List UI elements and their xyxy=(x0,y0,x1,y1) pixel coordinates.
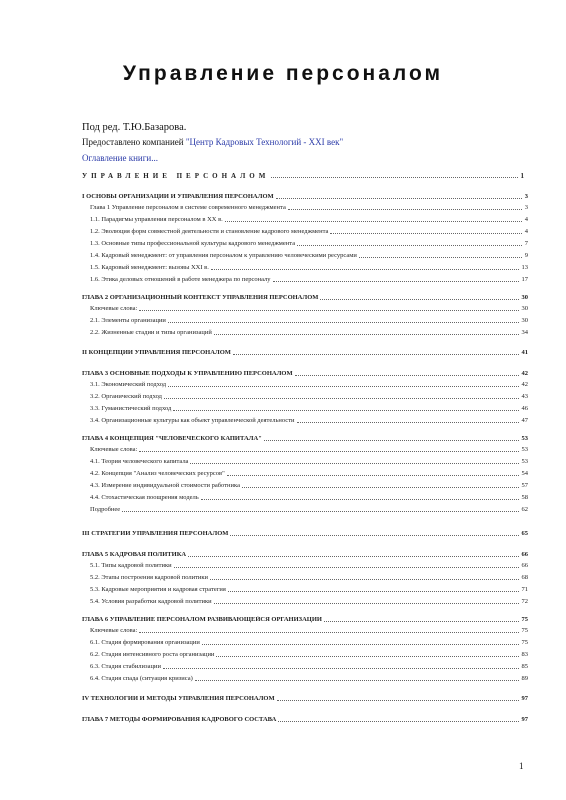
toc-subentry[interactable] xyxy=(82,317,528,325)
toc-entry-title: Ключевые слова: xyxy=(90,627,138,634)
toc-entry[interactable] xyxy=(82,435,528,443)
toc-spacer xyxy=(82,706,528,716)
toc-entry-page: 54 xyxy=(521,470,528,477)
toc-subentry[interactable] xyxy=(82,405,528,413)
toc-subentry[interactable] xyxy=(82,482,528,490)
toc-leader xyxy=(216,656,518,657)
toc-leader xyxy=(211,269,519,270)
toc-subentry[interactable] xyxy=(82,216,528,224)
toc-subentry[interactable] xyxy=(82,204,528,212)
toc-entry-page: 89 xyxy=(521,675,528,682)
toc-entry-page: 85 xyxy=(521,663,528,670)
toc-subentry[interactable] xyxy=(82,329,528,337)
toc-leader xyxy=(227,475,519,476)
toc-subentry[interactable] xyxy=(82,675,528,683)
toc-leader xyxy=(324,621,519,622)
toc-subentry[interactable] xyxy=(82,228,528,236)
toc-entry-page: 3 xyxy=(524,193,528,200)
toc-leader xyxy=(225,221,522,222)
provided-by-line xyxy=(82,137,343,147)
toc-entry-page: 83 xyxy=(521,651,528,658)
toc-entry-page: 66 xyxy=(521,551,528,558)
toc-entry-page: 13 xyxy=(521,264,528,271)
toc-subentry[interactable] xyxy=(82,663,528,671)
toc-entry-title: 6.2. Стадия интенсивного роста организации xyxy=(90,651,215,658)
toc-leader xyxy=(122,511,518,512)
toc-entry-page: 42 xyxy=(521,381,528,388)
toc-entry-page: 75 xyxy=(521,639,528,646)
toc-entry-page: 47 xyxy=(521,417,528,424)
toc-entry-title: ГЛАВА 3 ОСНОВНЫЕ ПОДХОДЫ К УПРАВЛЕНИЮ ПЕРСОНАЛОМ xyxy=(82,370,293,377)
toc-entry-page: 3 xyxy=(524,204,528,211)
toc-entry-title: 1.2. Эволюция форм совместной деятельности и становление кадрового менеджмента xyxy=(90,228,329,235)
toc-entry-page: 97 xyxy=(521,716,528,723)
toc-entry-page: 75 xyxy=(521,627,528,634)
toc-entry-page: 53 xyxy=(521,458,528,465)
toc-subentry[interactable] xyxy=(82,639,528,647)
toc-leader xyxy=(201,499,519,500)
toc-leader xyxy=(295,375,519,376)
toc-subentry[interactable] xyxy=(82,417,528,425)
toc-subentry[interactable] xyxy=(82,574,528,582)
toc-entry-page: 66 xyxy=(521,562,528,569)
toc-subentry[interactable] xyxy=(82,562,528,570)
toc-entry-title: Подробнее xyxy=(90,506,121,513)
toc-entry-page: 34 xyxy=(521,329,528,336)
toc-leader xyxy=(173,410,518,411)
toc-entry-title: 2.2. Жизненные стадии и типы организаций xyxy=(90,329,212,336)
toc-entry-page: 9 xyxy=(524,252,528,259)
toc-leader xyxy=(195,680,519,681)
toc-entry-title: ГЛАВА 7 МЕТОДЫ ФОРМИРОВАНИЯ КАДРОВОГО СОСТАВА xyxy=(82,716,277,723)
toc-entry-page: 17 xyxy=(521,276,528,283)
toc-entry[interactable] xyxy=(82,530,528,538)
toc-subentry[interactable] xyxy=(82,393,528,401)
toc-entry-title: 4.4. Стохастическая поощрения модель xyxy=(90,494,199,501)
toc-spacer xyxy=(82,687,528,695)
toc-entry-title: III СТРАТЕГИИ УПРАВЛЕНИЯ ПЕРСОНАЛОМ xyxy=(82,530,229,537)
table-of-contents xyxy=(82,172,528,727)
toc-entry-page: 75 xyxy=(521,616,528,623)
toc-subentry[interactable] xyxy=(82,240,528,248)
toc-entry-page: 1 xyxy=(520,172,528,180)
toc-entry-page: 41 xyxy=(521,349,528,356)
toc-leader xyxy=(320,299,518,300)
toc-entry-page: 57 xyxy=(521,482,528,489)
toc-entry-page: 43 xyxy=(521,393,528,400)
toc-subentry[interactable] xyxy=(82,651,528,659)
toc-subentry[interactable] xyxy=(82,446,528,454)
toc-entry[interactable] xyxy=(82,616,528,624)
toc-entry-title: 5.3. Кадровые мероприятия и кадровая стратегия xyxy=(90,586,226,593)
toc-leader xyxy=(188,556,518,557)
toc-entry-title: IV ТЕХНОЛОГИИ И МЕТОДЫ УПРАВЛЕНИЯ ПЕРСОНАЛОМ xyxy=(82,695,275,702)
toc-leader xyxy=(271,177,517,178)
toc-entry-page: 46 xyxy=(521,405,528,412)
toc-entry-title: II КОНЦЕПЦИИ УПРАВЛЕНИЯ ПЕРСОНАЛОМ xyxy=(82,349,231,356)
toc-entry-title: ГЛАВА 6 УПРАВЛЕНИЕ ПЕРСОНАЛОМ РАЗВИВАЮЩЕЙСЯ ОРГАНИЗАЦИИ xyxy=(82,616,322,623)
toc-entry-page: 71 xyxy=(521,586,528,593)
toc-entry-page: 72 xyxy=(521,598,528,605)
toc-entry-title: 5.1. Типы кадровой политики xyxy=(90,562,172,569)
provided-company-link[interactable]: "Центр Кадровых Технологий - XXI век" xyxy=(185,137,344,147)
toc-subentry[interactable] xyxy=(82,494,528,502)
toc-leader xyxy=(139,632,518,633)
toc-entry[interactable] xyxy=(82,172,528,180)
toc-entry-page: 65 xyxy=(521,530,528,537)
toc-entry-page: 42 xyxy=(521,370,528,377)
toc-leader xyxy=(174,567,519,568)
toc-leader xyxy=(164,398,519,399)
toc-entry-title: 1.4. Кадровый менеджмент: от управления персоналом к управлению человеческими ресурсами xyxy=(90,252,357,259)
toc-leader xyxy=(139,451,518,452)
toc-subentry[interactable] xyxy=(82,586,528,594)
toc-entry-title: ГЛАВА 5 КАДРОВАЯ ПОЛИТИКА xyxy=(82,551,187,558)
toc-leader xyxy=(273,281,519,282)
toc-entry-page: 30 xyxy=(521,317,528,324)
toc-subentry[interactable] xyxy=(82,276,528,284)
toc-entry-title: 3.4. Организационные культуры как объект управленческой деятельности xyxy=(90,417,295,424)
toc-entry-page: 68 xyxy=(521,574,528,581)
page-number: 1 xyxy=(519,761,524,771)
toc-entry-title: 3.1. Экономический подход xyxy=(90,381,167,388)
toc-leader xyxy=(359,257,522,258)
toc-entry-title: 3.3. Гуманистический подход xyxy=(90,405,172,412)
toc-leader xyxy=(264,440,519,441)
toc-entry-page: 30 xyxy=(521,305,528,312)
toc-subentry[interactable] xyxy=(82,264,528,272)
toc-entry[interactable] xyxy=(82,193,528,201)
toc-leader xyxy=(214,603,519,604)
toc-leader xyxy=(214,334,519,335)
toc-leader xyxy=(228,591,519,592)
toc-subentry[interactable] xyxy=(82,252,528,260)
toc-leader xyxy=(163,668,519,669)
toc-entry[interactable] xyxy=(82,294,528,302)
toc-entry-title: I ОСНОВЫ ОРГАНИЗАЦИИ И УПРАВЛЕНИЯ ПЕРСОНАЛОМ xyxy=(82,193,274,200)
toc-leader xyxy=(276,198,522,199)
toc-leader xyxy=(297,422,519,423)
toc-subentry[interactable] xyxy=(82,381,528,389)
toc-entry-title: 1.5. Кадровый менеджмент: вызовы XXI в. xyxy=(90,264,209,271)
toc-subentry[interactable] xyxy=(82,627,528,635)
toc-subentry[interactable] xyxy=(82,458,528,466)
toc-leader xyxy=(233,354,519,355)
toc-subentry[interactable] xyxy=(82,506,528,514)
toc-spacer xyxy=(82,541,528,551)
toc-leader xyxy=(230,535,518,536)
provided-prefix: Предоставлено компанией xyxy=(82,137,184,147)
toc-spacer xyxy=(82,341,528,349)
toc-entry-page: 30 xyxy=(521,294,528,301)
toc-entry[interactable] xyxy=(82,716,528,724)
toc-subentry[interactable] xyxy=(82,598,528,606)
toc-entry-page: 4 xyxy=(524,228,528,235)
toc-leader xyxy=(277,700,519,701)
toc-entry-page: 7 xyxy=(524,240,528,247)
toc-entry-page: 53 xyxy=(521,446,528,453)
toc-entry-title: 1.3. Основные типы профессиональной культуры кадрового менеджмента xyxy=(90,240,296,247)
toc-entry-page: 62 xyxy=(521,506,528,513)
toc-entry-title: 3.2. Органический подход xyxy=(90,393,162,400)
toc-entry-title: Ключевые слова: xyxy=(90,446,138,453)
toc-spacer xyxy=(82,518,528,530)
toc-entry-title: 4.2. Концепция "Анализ человеческих ресурсов" xyxy=(90,470,225,477)
toc-leader xyxy=(278,721,518,722)
toc-entry-title: 4.1. Теория человеческого капитала xyxy=(90,458,189,465)
toc-entry-title: ГЛАВА 4 КОНЦЕПЦИЯ "ЧЕЛОВЕЧЕСКОГО КАПИТАЛА" xyxy=(82,435,262,442)
document-title: Управление персоналом xyxy=(122,62,444,85)
toc-entry-title: 1.1. Парадигмы управления персоналом в XX в. xyxy=(90,216,223,223)
toc-entry-title: 5.2. Этапы построения кадровой политики xyxy=(90,574,209,581)
toc-leader xyxy=(210,579,518,580)
toc-entry[interactable] xyxy=(82,695,528,703)
toc-spacer xyxy=(82,360,528,370)
toc-entry-page: 97 xyxy=(521,695,528,702)
toc-subentry[interactable] xyxy=(82,470,528,478)
toc-entry[interactable] xyxy=(82,551,528,559)
toc-leader xyxy=(168,386,518,387)
toc-leader xyxy=(297,245,522,246)
toc-subentry[interactable] xyxy=(82,305,528,313)
toc-entry[interactable] xyxy=(82,370,528,378)
toc-entry-title: 4.3. Измерение индивидуальной стоимости работника xyxy=(90,482,240,489)
toc-leader xyxy=(190,463,518,464)
toc-entry-title: 2.1. Элементы организации xyxy=(90,317,166,324)
toc-leader xyxy=(242,487,519,488)
toc-entry-title: 1.6. Этика деловых отношений в работе менеджера по персоналу xyxy=(90,276,271,283)
related-link[interactable]: Оглавление книги... xyxy=(82,153,158,163)
toc-leader xyxy=(288,209,522,210)
toc-leader xyxy=(139,310,518,311)
toc-entry-title: 6.4. Стадия спада (ситуация кризиса) xyxy=(90,675,193,682)
toc-leader xyxy=(330,233,521,234)
toc-entry-page: 58 xyxy=(521,494,528,501)
toc-entry-title: Глава 1 Управление персоналом в системе современного менеджмента xyxy=(90,204,286,211)
toc-entry-title: УПРАВЛЕНИЕ ПЕРСОНАЛОМ xyxy=(82,172,270,180)
toc-entry-title: ГЛАВА 2 ОРГАНИЗАЦИОННЫЙ КОНТЕКСТ УПРАВЛЕНИЯ ПЕРСОНАЛОМ xyxy=(82,294,319,301)
toc-entry-title: 5.4. Условия разработки кадровой политики xyxy=(90,598,212,605)
toc-entry-page: 4 xyxy=(524,216,528,223)
toc-entry[interactable] xyxy=(82,349,528,357)
author-line: Под ред. Т.Ю.Базарова. xyxy=(82,122,187,133)
toc-spacer xyxy=(82,183,528,193)
toc-entry-title: 6.3. Стадия стабилизации xyxy=(90,663,161,670)
toc-entry-title: 6.1. Стадия формирования организации xyxy=(90,639,200,646)
toc-entry-title: Ключевые слова: xyxy=(90,305,138,312)
toc-leader xyxy=(202,644,519,645)
toc-entry-page: 53 xyxy=(521,435,528,442)
toc-leader xyxy=(168,322,519,323)
